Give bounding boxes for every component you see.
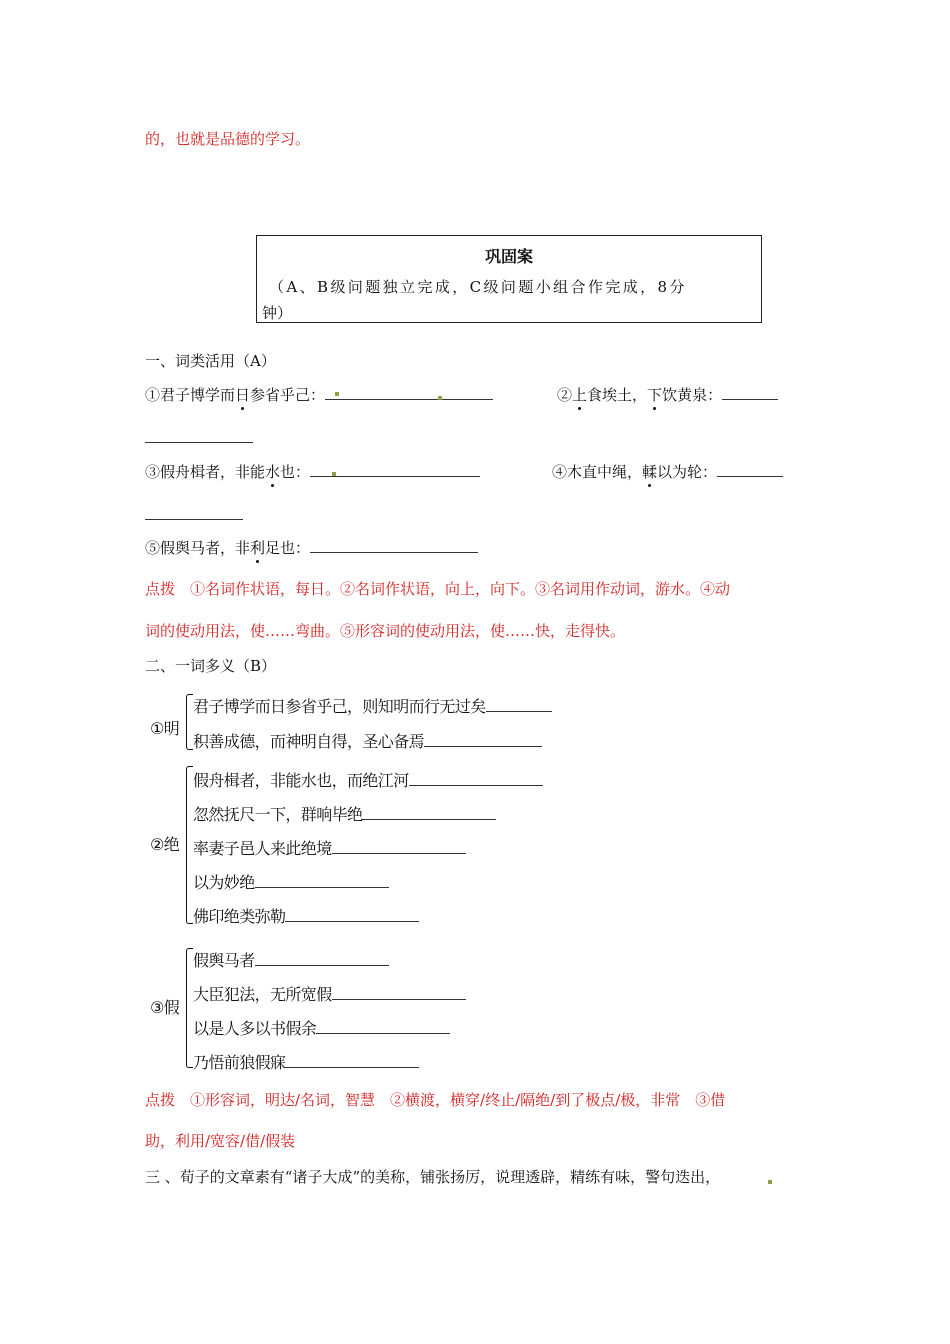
group-label-jia: ③假: [150, 998, 180, 1017]
answer-blank-2-cont[interactable]: [145, 428, 253, 443]
jue-line-3: 率妻子邑人来此绝境: [193, 836, 466, 859]
answer-blank-4-cont[interactable]: [145, 505, 243, 520]
box-subtitle: （A、B级问题独立完成，C级问题小组合作完成，8分: [269, 278, 687, 296]
question-4: ④木直中绳，輮以为轮：: [552, 461, 783, 482]
section1-tip-line1: 点拨 ①名词作状语，每日。②名词作状语，向上，向下。③名词用作动词，游水。④动: [145, 580, 731, 598]
bracket-jia: [186, 948, 193, 1068]
consolidation-box: [256, 235, 762, 323]
box-title: 巩固案: [484, 247, 533, 266]
jia-line-4: 乃悟前狼假寐: [193, 1050, 419, 1073]
scan-mark: [335, 392, 339, 396]
scan-mark: [332, 472, 336, 476]
answer-blank-5[interactable]: [310, 538, 478, 553]
answer-blank-2[interactable]: [722, 385, 778, 400]
section2-tip-line2: 助，利用/宽容/借/假装: [145, 1132, 296, 1150]
section3-line: 三 、荀子的文章素有“诸子大成”的美称，铺张扬厉，说理透辟，精练有味，警句迭出，: [145, 1168, 721, 1186]
group-label-ming: ①明: [150, 719, 180, 738]
answer-blank-1[interactable]: [325, 385, 493, 400]
jue-line-5: 佛印绝类弥勒: [193, 904, 419, 927]
intro-tail-text: 的，也就是品德的学习。: [145, 130, 311, 148]
answer-blank-4[interactable]: [717, 462, 783, 477]
bracket-ming: [186, 694, 193, 750]
section2-heading: 二、一词多义（B）: [145, 657, 277, 675]
scan-mark: [768, 1180, 772, 1184]
jue-line-4: 以为妙绝: [193, 870, 389, 893]
ming-line-2: 积善成德，而神明自得，圣心备焉: [193, 729, 542, 752]
box-subtitle-cont: 钟）: [262, 304, 293, 322]
jue-line-1: 假舟楫者，非能水也，而绝江河: [193, 768, 543, 791]
question-1: ①君子博学而日参省乎己：: [145, 384, 493, 405]
jia-line-1: 假舆马者: [193, 948, 389, 971]
ming-line-1: 君子博学而日参省乎己，则知明而行无过矣: [193, 694, 552, 717]
scan-mark: [438, 396, 442, 400]
section1-heading: 一、词类活用（A）: [145, 352, 276, 370]
group-label-jue: ②绝: [150, 835, 180, 854]
jue-line-2: 忽然抚尺一下，群响毕绝: [193, 802, 496, 825]
question-5: ⑤假舆马者，非利足也：: [145, 537, 478, 558]
bracket-jue: [186, 766, 193, 924]
jia-line-2: 大臣犯法，无所宽假: [193, 982, 466, 1005]
section2-tip-line1: 点拨 ①形容词，明达/名词，智慧 ②横渡，横穿/终止/隔绝/到了极点/极，非常 ③借: [145, 1091, 726, 1109]
question-2: ②上食埃土，下饮黄泉：: [557, 384, 778, 405]
jia-line-3: 以是人多以书假余: [193, 1016, 450, 1039]
section1-tip-line2: 词的使动用法，使……弯曲。⑤形容词的使动用法，使……快，走得快。: [145, 622, 626, 640]
question-3: ③假舟楫者，非能水也：: [145, 461, 480, 482]
